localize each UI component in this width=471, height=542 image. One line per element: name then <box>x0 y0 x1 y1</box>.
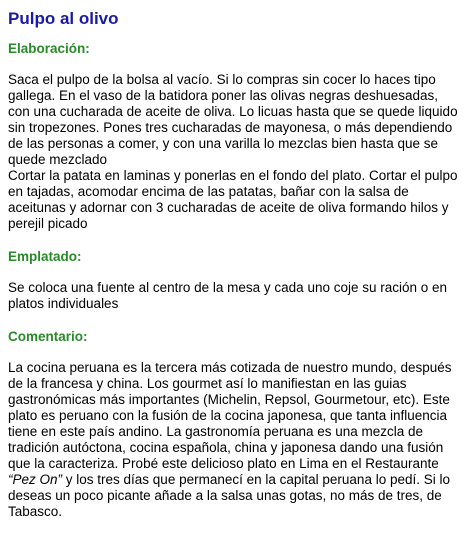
emplatado-paragraph: Se coloca una fuente al centro de la mesa y cada uno coje su ración o en platos individuales <box>8 280 448 311</box>
page-title: Pulpo al olivo <box>8 9 119 28</box>
comentario-text-before: La cocina peruana es la tercera más cotizada de nuestro mundo, después de la francesa y china. Los gourmet así lo manifiestan en las guias gastronómicas más importantes (Michelin, Repsol, Gourmetour, etc). Este plato es peruano con la fusión de la cocina japonesa, que tanta influencia tiene en este país andino. La gastronomía peruana es una mezcla de tradición autóctona, cocina española, china y japonesa dando una fusión que la caracteriza. Probé este delicioso plato en Lima en el Restaurante <box>8 360 452 471</box>
elaboracion-paragraph-2: Cortar la patata en laminas y ponerlas en el fondo del plato. Cortar el pulpo en tajadas, acomodar encima de las patatas, bañar con la salsa de aceitunas y adornar con 3 cucharadas de aceite de oliva formando hilos y perejil picado <box>8 168 458 231</box>
elaboracion-paragraph-1: Saca el pulpo de la bolsa al vacío. Si lo compras sin cocer lo haces tipo gallega. En el vaso de la batidora poner las olivas negras deshuesadas, con una cucharada de aceite de oliva. Lo licuas hasta que se quede liquido sin tropezones. Pones tres cucharadas de mayonesa, o más dependiendo de las personas a comer, y con una varilla lo mezclas bien hasta que se quede mezclado <box>8 72 458 167</box>
comentario-text-after: y los tres días que permanecí en la capital peruana lo pedí. Si lo deseas un poco picante añade a la salsa unas gotas, no más de tres, de Tabasco. <box>8 472 450 519</box>
comentario-paragraph <box>8 360 463 520</box>
section-heading-emplatado: Emplatado: <box>8 249 82 264</box>
elaboracion-text <box>8 72 463 232</box>
section-heading-comentario: Comentario: <box>8 329 88 344</box>
section-heading-elaboracion: Elaboración: <box>8 41 90 56</box>
restaurant-name: “Pez On” <box>8 472 63 487</box>
